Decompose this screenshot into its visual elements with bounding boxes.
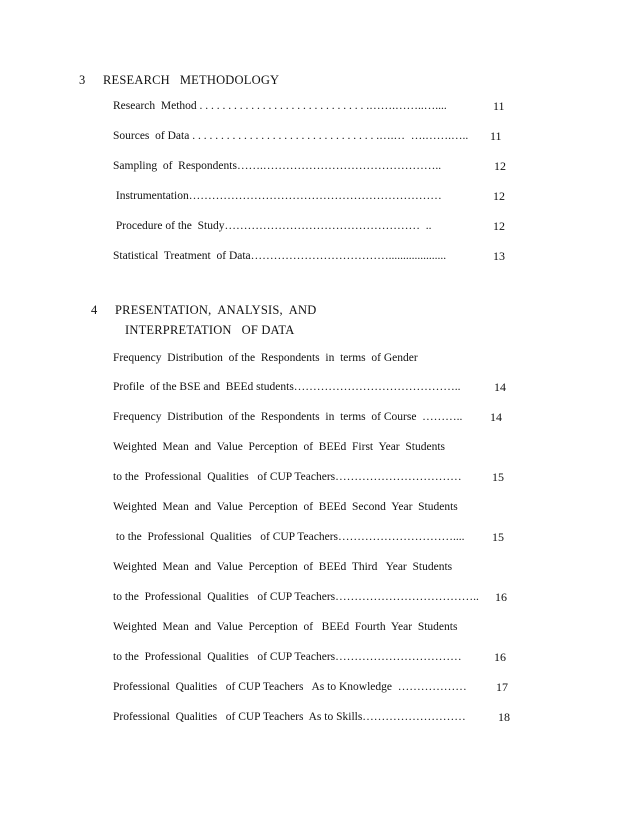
toc-entry-frequency-course: Frequency Distribution of the Respondents in terms of Course ………..: [113, 411, 463, 423]
toc-entry-sources-of-data: Sources of Data . . . . . . . . . . . . . . . . . . . . . . . . . . . . . . . . .….… ….…….…..: [113, 130, 469, 142]
toc-entry-procedure: Procedure of the Study…………………………………………… ..: [113, 220, 432, 232]
toc-entry-weighted-second-year: Weighted Mean and Value Perception of BEEd Second Year Students: [113, 501, 458, 513]
toc-entry-frequency-gender: Frequency Distribution of the Respondents in terms of Gender: [113, 352, 418, 364]
toc-entry-professional-qualities: to the Professional Qualities of CUP Teachers………………………………..: [113, 591, 479, 603]
toc-page-number: 11: [490, 129, 502, 143]
toc-page-number: 15: [492, 470, 504, 484]
toc-page-number: 12: [493, 189, 505, 203]
chapter-4-title-line-2: INTERPRETATION OF DATA: [125, 323, 295, 337]
toc-entry-instrumentation: Instrumentation…………………………………………………………: [113, 190, 442, 202]
toc-page-number: 18: [498, 710, 510, 724]
toc-entry-weighted-fourth-year: Weighted Mean and Value Perception of BEEd Fourth Year Students: [113, 621, 458, 633]
toc-page-number: 13: [493, 249, 505, 263]
toc-entry-weighted-first-year: Weighted Mean and Value Perception of BEEd First Year Students: [113, 441, 445, 453]
toc-entry-qualities-skills: Professional Qualities of CUP Teachers As to Skills………………………: [113, 711, 466, 723]
toc-entry-professional-qualities: to the Professional Qualities of CUP Teachers……………………………: [113, 651, 462, 663]
chapter-4-title-line-1: PRESENTATION, ANALYSIS, AND: [115, 303, 317, 317]
toc-page-number: 14: [494, 380, 506, 394]
toc-entry-weighted-third-year: Weighted Mean and Value Perception of BEEd Third Year Students: [113, 561, 453, 573]
toc-page-number: 15: [492, 530, 504, 544]
toc-entry-sampling: Sampling of Respondents…….………………………………………..: [113, 160, 442, 172]
chapter-3-title: RESEARCH METHODOLOGY: [103, 73, 280, 87]
toc-entry-qualities-knowledge: Professional Qualities of CUP Teachers As to Knowledge ………………: [113, 681, 467, 693]
toc-entry-statistical-treatment: Statistical Treatment of Data………………………………....................: [113, 250, 447, 262]
chapter-4-number: 4: [91, 303, 98, 317]
toc-page-number: 12: [494, 159, 506, 173]
toc-entry-professional-qualities: to the Professional Qualities of CUP Teachers…………………………....: [113, 531, 465, 543]
toc-page-number: 11: [493, 99, 505, 113]
toc-page-number: 16: [494, 650, 506, 664]
toc-page-number: 14: [490, 410, 502, 424]
toc-entry-research-method: Research Method . . . . . . . . . . . . . . . . . . . . . . . . . . . . . .…….……..…....: [113, 100, 447, 112]
toc-entry-profile-bse-beed: Profile of the BSE and BEEd students……………………………………..: [113, 381, 461, 393]
toc-page-number: 17: [496, 680, 508, 694]
toc-entry-professional-qualities: to the Professional Qualities of CUP Teachers……………………………: [113, 471, 462, 483]
toc-page-number: 12: [493, 219, 505, 233]
toc-page-number: 16: [495, 590, 507, 604]
chapter-3-number: 3: [79, 73, 86, 87]
